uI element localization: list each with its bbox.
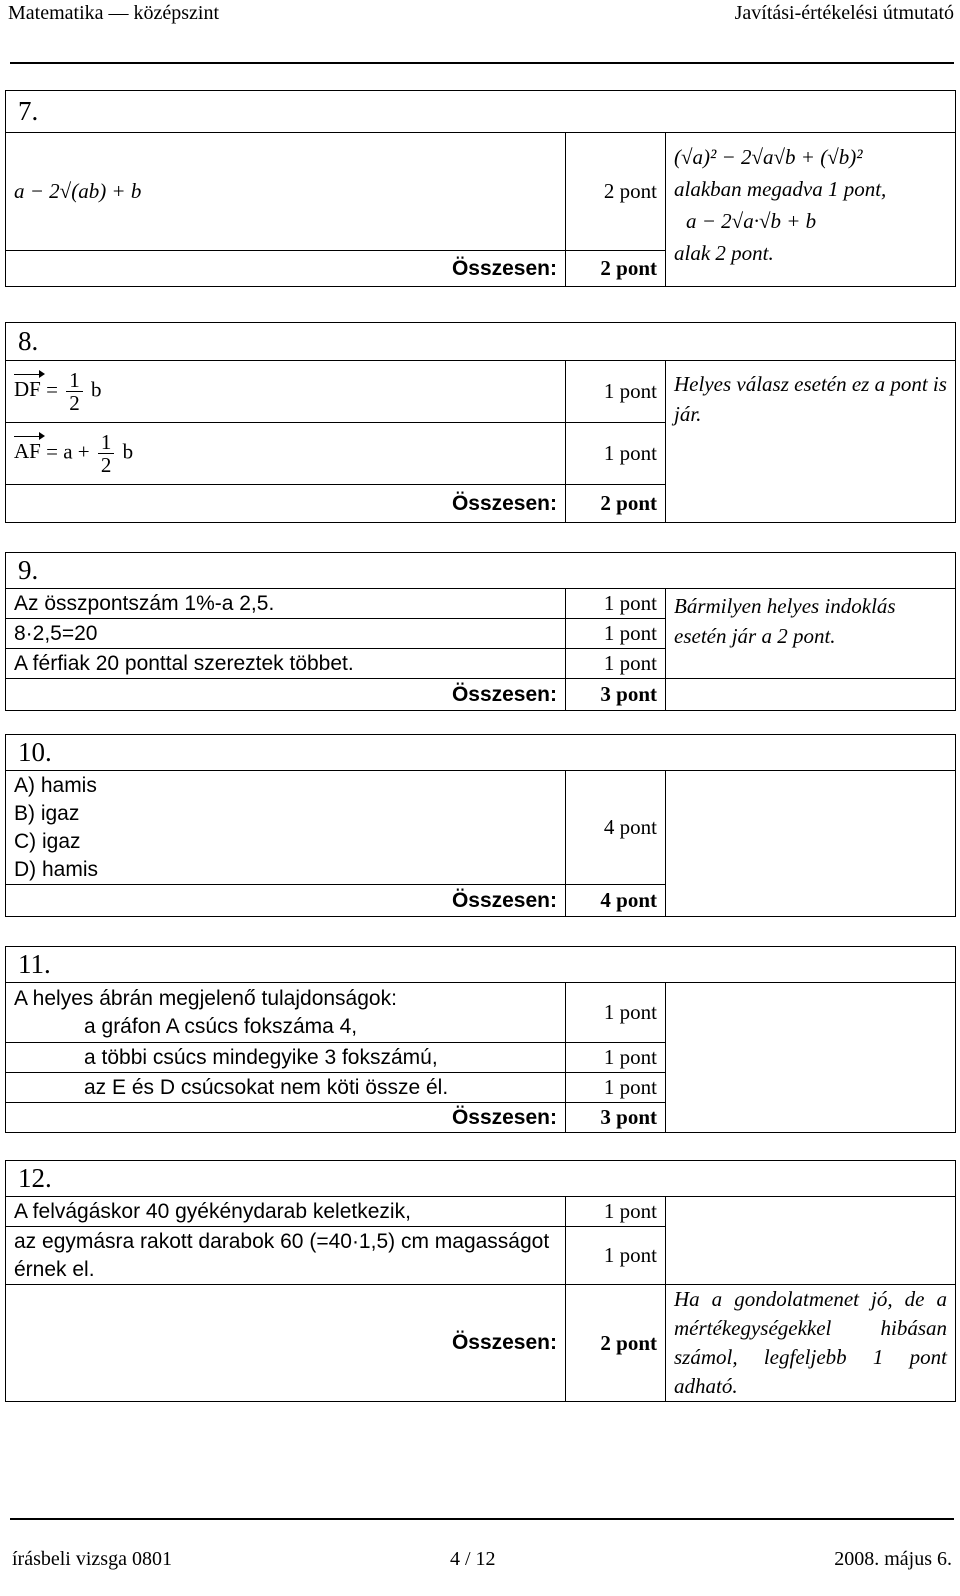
note-line: alak 2 pont. bbox=[674, 241, 774, 265]
solution-line bbox=[6, 423, 566, 485]
task-7-solution bbox=[6, 133, 566, 251]
total-label: Összesen: bbox=[6, 485, 566, 523]
solution-line bbox=[6, 1043, 566, 1073]
total-points: 2 pont bbox=[566, 251, 666, 287]
points: 1 pont bbox=[566, 361, 666, 423]
task-10-table bbox=[5, 734, 956, 917]
note-line: alakban megadva 1 pont, bbox=[674, 177, 887, 201]
page-header bbox=[0, 0, 960, 30]
points: 1 pont bbox=[566, 589, 666, 619]
total-points: 2 pont bbox=[566, 1285, 666, 1402]
points: 1 pont bbox=[566, 1197, 666, 1227]
points: 2 pont bbox=[566, 133, 666, 251]
answer-item: A) hamis bbox=[14, 773, 97, 797]
solution-line: A felvágáskor 40 gyékénydarab keletkezik, bbox=[6, 1197, 566, 1227]
points: 1 pont bbox=[566, 1227, 666, 1285]
total-label: Összesen: bbox=[6, 1103, 566, 1133]
denominator: 2 bbox=[69, 391, 80, 415]
page-number: 4 / 12 bbox=[450, 1548, 496, 1570]
vector-b: b bbox=[90, 377, 102, 402]
solution-line: az egymásra rakott darabok 60 (=40·1,5) cm magasságot érnek el. bbox=[6, 1227, 566, 1285]
task-number: 9. bbox=[6, 553, 956, 589]
solution-item: a többi csúcs mindegyike 3 fokszámú, bbox=[84, 1045, 438, 1069]
empty-note-cell bbox=[666, 983, 956, 1133]
equals: = a + bbox=[46, 439, 90, 464]
task-number: 12. bbox=[6, 1161, 956, 1197]
task-11-table bbox=[5, 946, 956, 1133]
solution-line bbox=[6, 1073, 566, 1103]
answer-item: C) igaz bbox=[14, 829, 81, 853]
solution-line: 8·2,5=20 bbox=[6, 619, 566, 649]
total-points: 2 pont bbox=[566, 485, 666, 523]
task-number: 10. bbox=[6, 735, 956, 771]
task-9-table bbox=[5, 552, 956, 711]
answer-item: B) igaz bbox=[14, 801, 80, 825]
header-doc-title: Javítási-értékelési útmutató bbox=[734, 2, 954, 24]
solution-line: A férfiak 20 ponttal szereztek többet. bbox=[6, 649, 566, 679]
header-rule bbox=[10, 62, 954, 64]
solution-intro: A helyes ábrán megjelenő tulajdonságok: bbox=[14, 986, 397, 1010]
solution-item: az E és D csúcsokat nem köti össze él. bbox=[84, 1075, 449, 1099]
points: 1 pont bbox=[566, 649, 666, 679]
points: 4 pont bbox=[566, 771, 666, 885]
points: 1 pont bbox=[566, 1043, 666, 1073]
task-7-table bbox=[5, 90, 956, 287]
footer-rule bbox=[10, 1518, 954, 1520]
note-line: (√a)² − 2√a√b + (√b)² bbox=[674, 145, 863, 169]
task-12-table bbox=[5, 1160, 956, 1402]
empty-note-cell bbox=[666, 1197, 956, 1285]
task-number: 8. bbox=[6, 323, 956, 361]
points: 1 pont bbox=[566, 983, 666, 1043]
total-points: 3 pont bbox=[566, 1103, 666, 1133]
answer-list bbox=[6, 771, 566, 885]
footer-exam-code: írásbeli vizsga 0801 bbox=[12, 1548, 172, 1570]
vector-af: AF bbox=[14, 439, 41, 464]
grading-note: Bármilyen helyes indoklás esetén jár a 2 pont. bbox=[666, 589, 956, 679]
grading-note bbox=[666, 133, 956, 287]
grading-note: Ha a gondolatmenet jó, de a mértékegységekkel hibásan számol, legfeljebb 1 pont adható. bbox=[666, 1285, 956, 1402]
empty-cell bbox=[666, 679, 956, 711]
vector-df: DF bbox=[14, 377, 41, 402]
empty-note-cell bbox=[666, 771, 956, 917]
equals: = bbox=[46, 377, 58, 402]
grading-note: Helyes válasz esetén ez a pont is jár. bbox=[666, 361, 956, 523]
total-points: 4 pont bbox=[566, 885, 666, 917]
footer-date: 2008. május 6. bbox=[834, 1548, 952, 1570]
denominator: 2 bbox=[100, 453, 112, 477]
points: 1 pont bbox=[566, 619, 666, 649]
task-8-table bbox=[5, 322, 956, 523]
numerator: 1 bbox=[66, 369, 83, 392]
total-label: Összesen: bbox=[6, 679, 566, 711]
solution-item: a gráfon A csúcs fokszáma 4, bbox=[84, 1014, 358, 1038]
fraction bbox=[66, 369, 83, 414]
numerator: 1 bbox=[98, 431, 115, 454]
total-label: Összesen: bbox=[6, 251, 566, 287]
solution-line bbox=[6, 983, 566, 1043]
points: 1 pont bbox=[566, 1073, 666, 1103]
fraction bbox=[98, 431, 115, 476]
points: 1 pont bbox=[566, 423, 666, 485]
solution-line: Az összpontszám 1%-a 2,5. bbox=[6, 589, 566, 619]
task-number: 7. bbox=[6, 91, 956, 133]
header-subject: Matematika — középszint bbox=[8, 2, 220, 24]
task-number: 11. bbox=[6, 947, 956, 983]
total-label: Összesen: bbox=[6, 1285, 566, 1402]
note-line: a − 2√a·√b + b bbox=[686, 209, 817, 233]
solution-line bbox=[6, 361, 566, 423]
total-label: Összesen: bbox=[6, 885, 566, 917]
answer-item: D) hamis bbox=[14, 857, 99, 881]
vector-b: b bbox=[122, 439, 134, 464]
total-points: 3 pont bbox=[566, 679, 666, 711]
solution-expression: a − 2√(ab) + b bbox=[14, 179, 142, 203]
